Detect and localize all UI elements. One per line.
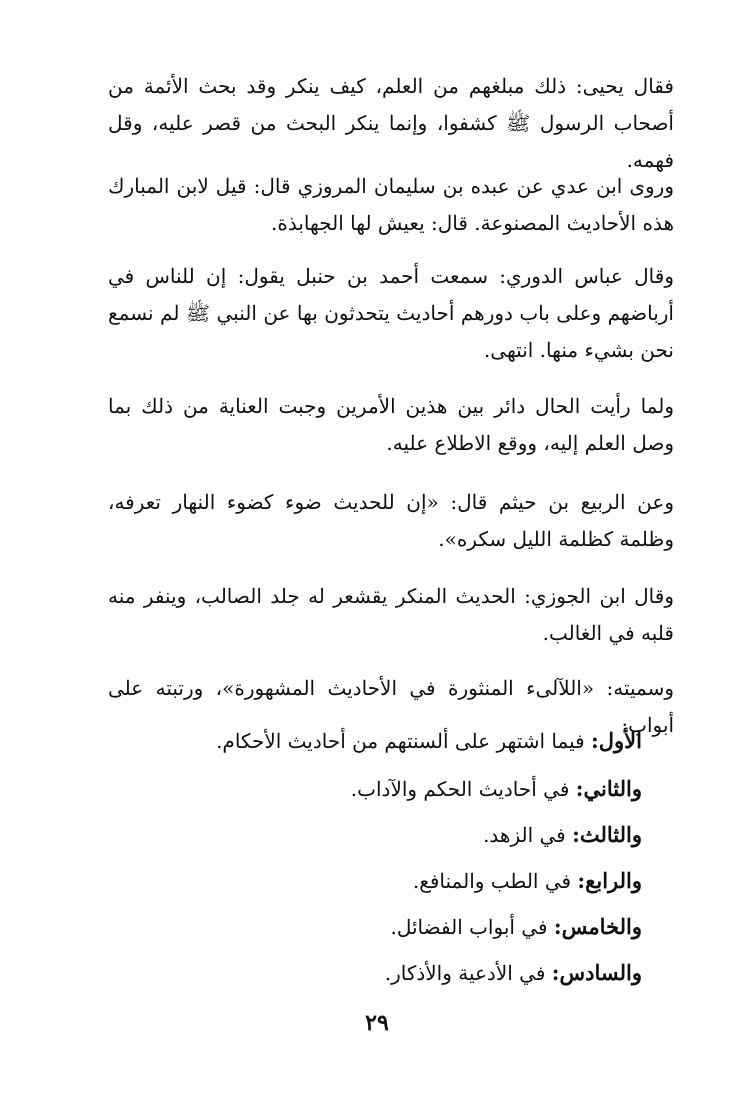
paragraph-abbas-aldouri: وقال عباس الدوري: سمعت أحمد بن حنبل يقول: إن للناس في أرباضهم وعلى باب دورهم أحاديث يتحدثون بها عن النبي ﷺ لم نسمع نحن بشيء منها. انتهى.	[108, 264, 674, 362]
chapter-text: في أبواب الفضائل.	[390, 915, 554, 939]
paragraph-ibn-aljawzi: وقال ابن الجوزي: الحديث المنكر يقشعر له جلد الصالب، وينفر منه قلبه في الغالب.	[108, 584, 674, 645]
chapter-text: فيما اشتهر على ألسنتهم من أحاديث الأحكام.	[216, 729, 592, 753]
chapter-item	[351, 774, 642, 804]
chapter-item	[216, 726, 642, 756]
chapter-text: في أحاديث الحكم والآداب.	[350, 777, 576, 801]
chapter-item	[390, 912, 642, 942]
chapter-text: في الزهد.	[483, 823, 573, 847]
chapter-item	[385, 958, 642, 988]
chapter-label: والثاني:	[575, 776, 642, 801]
chapter-label: والخامس:	[553, 914, 642, 939]
paragraph-yahya: فقال يحيى: ذلك مبلغهم من العلم، كيف ينكر وقد بحث الأئمة من أصحاب الرسول ﷺ كشفوا، وإنما ينكر البحث من قصر عليه، وقل فهمه.	[108, 74, 674, 172]
chapters-list	[122, 0, 642, 1000]
chapter-label: والرابع:	[577, 868, 642, 893]
chapter-item	[413, 866, 642, 896]
chapter-text: في الطب والمنافع.	[412, 869, 578, 893]
chapter-label: والسادس:	[551, 960, 642, 985]
paragraph-rabi: وعن الربيع بن حيثم قال: «إن للحديث ضوء كضوء النهار تعرفه، وظلمة كظلمة الليل سكره».	[108, 490, 674, 551]
chapter-text: في الأدعية والأذكار.	[384, 961, 552, 985]
chapter-label: الأول:	[591, 728, 642, 753]
page-number: ٢٩	[365, 1010, 389, 1036]
paragraph-purpose: ولما رأيت الحال دائر بين هذين الأمرين وجبت العناية من ذلك بما وصل العلم إليه، ووقع الاطلاع عليه.	[108, 394, 674, 455]
chapter-item	[483, 820, 642, 850]
chapter-label: والثالث:	[572, 822, 642, 847]
paragraph-book-title: وسميته: «اللآلىء المنثورة في الأحاديث المشهورة»، ورتبته على أبواب:	[108, 676, 674, 737]
paragraph-ibn-adi: وروى ابن عدي عن عبده بن سليمان المروزي قال: قيل لابن المبارك هذه الأحاديث المصنوعة. قال: يعيش لها الجهابذة.	[108, 174, 674, 235]
